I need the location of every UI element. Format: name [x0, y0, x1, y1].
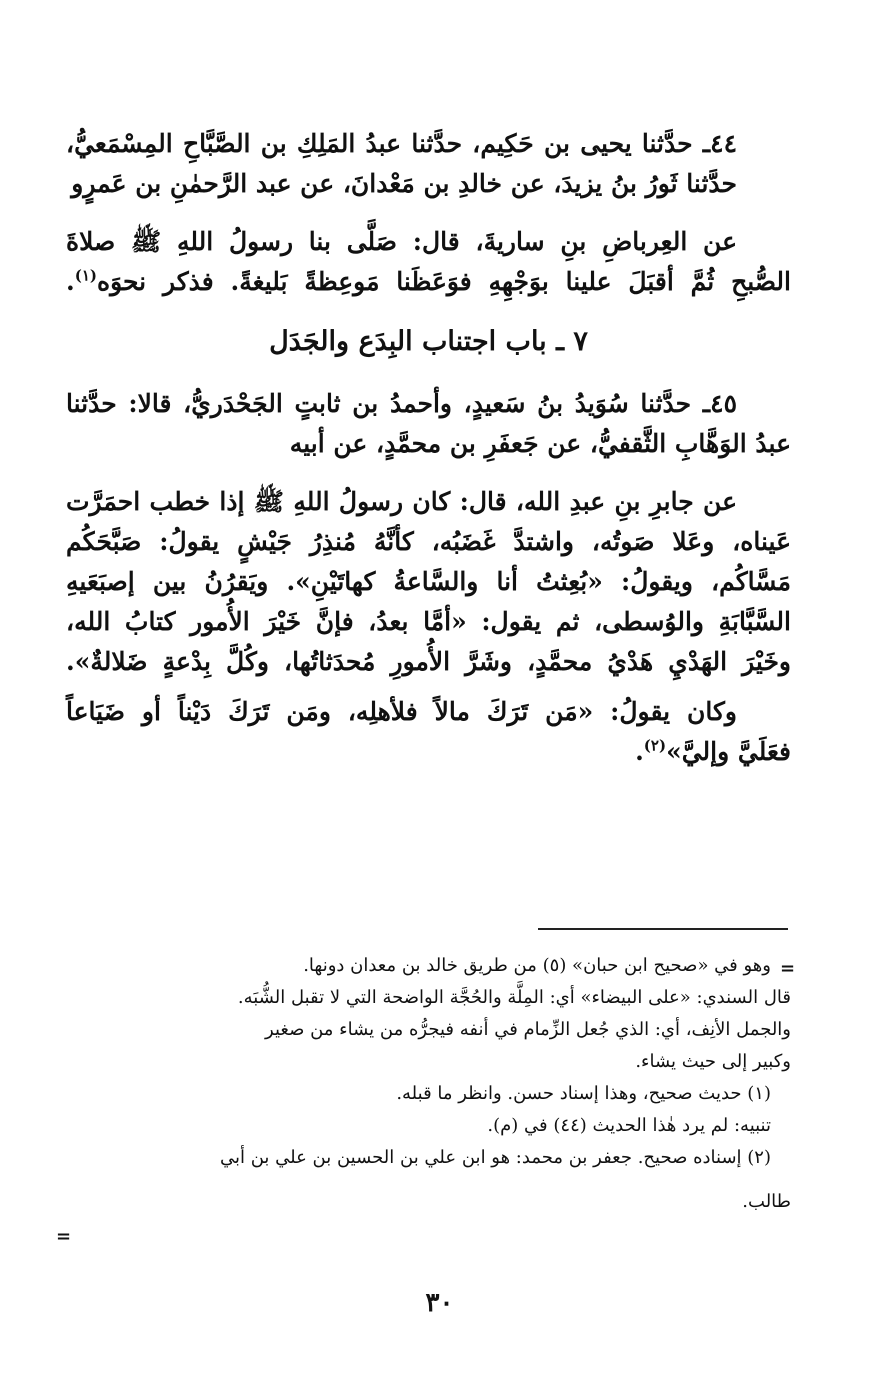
- continuation-mark: =: [56, 1226, 72, 1247]
- main-text: [66, 124, 791, 790]
- footnotes: [66, 950, 791, 1218]
- footnote-line: تنبيه: لم يرد هٰذا الحديث (٤٤) في (م).: [487, 1115, 771, 1136]
- hadith-44-isnad: [66, 124, 791, 204]
- footnote-line: وهو في «صحيح ابن حبان» (٥) من طريق خالد بن معدان دونها.: [303, 955, 771, 976]
- hadith-45-matn: [66, 482, 791, 772]
- text-line: [66, 732, 791, 772]
- text-span: الصُّبحِ ثُمَّ أقبَلَ علينا بوَجْهِهِ فوَعَظَنا مَوعِظةً بَليغةً. فذكر نحوَه: [97, 267, 791, 296]
- footnote-line: والجمل الأنِف، أي: الذي جُعل الزِّمام في أنفه فيجرُّه من يشاء من صغير: [265, 1019, 791, 1040]
- text-span: .: [66, 267, 75, 296]
- text-span: فعَلَيَّ وإليَّ»: [666, 737, 791, 766]
- footnote-line: (٢) إسناده صحيح. جعفر بن محمد: هو ابن علي بن الحسين بن علي بن أبي: [219, 1147, 771, 1168]
- text-line: عن العِرباضِ بنِ ساريةَ، قال: صَلَّى بنا رسولُ اللهِ ﷺ صلاةَ: [66, 227, 737, 256]
- text-line: ٤٤ـ حدَّثنا يحيى بن حَكِيم، حدَّثنا عبدُ المَلِكِ بن الصَّبَّاحِ المِسْمَعيُّ،: [66, 129, 737, 158]
- text-line: وكان يقولُ: «مَن تَرَكَ مالاً فلأهلِه، ومَن تَرَكَ دَيْناً أو ضَيَاعاً: [66, 697, 737, 726]
- footnote-ref[interactable]: (١): [74, 266, 97, 285]
- text-line: عبدُ الوَهَّابِ الثَّقفيُّ، عن جَعفَرِ بن محمَّدٍ، عن أبيه: [289, 429, 791, 458]
- text-line: مَسَّاكُم، ويقولُ: «بُعِثتُ أنا والسَّاعةُ كهاتَيْنِ». ويَقرُنُ بين إصبَعَيهِ: [66, 567, 791, 596]
- text-span: .: [635, 737, 644, 766]
- footnote-divider: [538, 928, 788, 930]
- footnote-line: قال السندي: «على البيضاء» أي: المِلَّة والحُجَّة الواضحة التي لا تقبل الشُّبَه.: [237, 987, 791, 1008]
- chapter-heading: ٧ ـ باب اجتناب البِدَع والجَدَل: [269, 326, 588, 357]
- footnote-line: طالب.: [742, 1191, 791, 1212]
- text-line: السَّبَّابَةِ والوُسطى، ثم يقول: «أمَّا بعدُ، فإنَّ خَيْرَ الأُمور كتابُ الله،: [66, 607, 791, 636]
- text-line: عَيناه، وعَلا صَوتُه، واشتدَّ غَضَبُه، كأنَّهُ مُنذِرُ جَيْشٍ يقولُ: صَبَّحَكُم: [66, 527, 791, 556]
- text-line: [66, 262, 791, 302]
- footnote-line: وكبير إلى حيث يشاء.: [635, 1051, 791, 1072]
- text-line: عن جابرِ بنِ عبدِ الله، قال: كان رسولُ اللهِ ﷺ إذا خطب احمَرَّت: [66, 487, 737, 516]
- hadith-44-matn: [66, 222, 791, 302]
- hadith-45-isnad: [66, 384, 791, 464]
- text-line: ٤٥ـ حدَّثنا سُوَيدُ بنُ سَعيدٍ، وأحمدُ بن ثابتٍ الجَحْدَريُّ، قالا: حدَّثنا: [66, 389, 737, 418]
- text-line: حدَّثنا ثَورُ بنُ يزيدَ، عن خالدِ بن مَعْدانَ، عن عبد الرَّحمٰنِ بن عَمرٍو: [71, 169, 737, 198]
- continuation-mark: =: [780, 958, 796, 979]
- text-line: وخَيْرَ الهَدْيِ هَدْيُ محمَّدٍ، وشَرَّ الأُمورِ مُحدَثاتُها، وكُلَّ بِدْعةٍ ضَلالةٌ».: [66, 647, 791, 676]
- footnote-ref[interactable]: (٢): [643, 736, 667, 755]
- footnote-line: (١) حديث صحيح، وهذا إسناد حسن. وانظر ما قبله.: [396, 1083, 771, 1104]
- page-number: ٣٠: [425, 1288, 454, 1318]
